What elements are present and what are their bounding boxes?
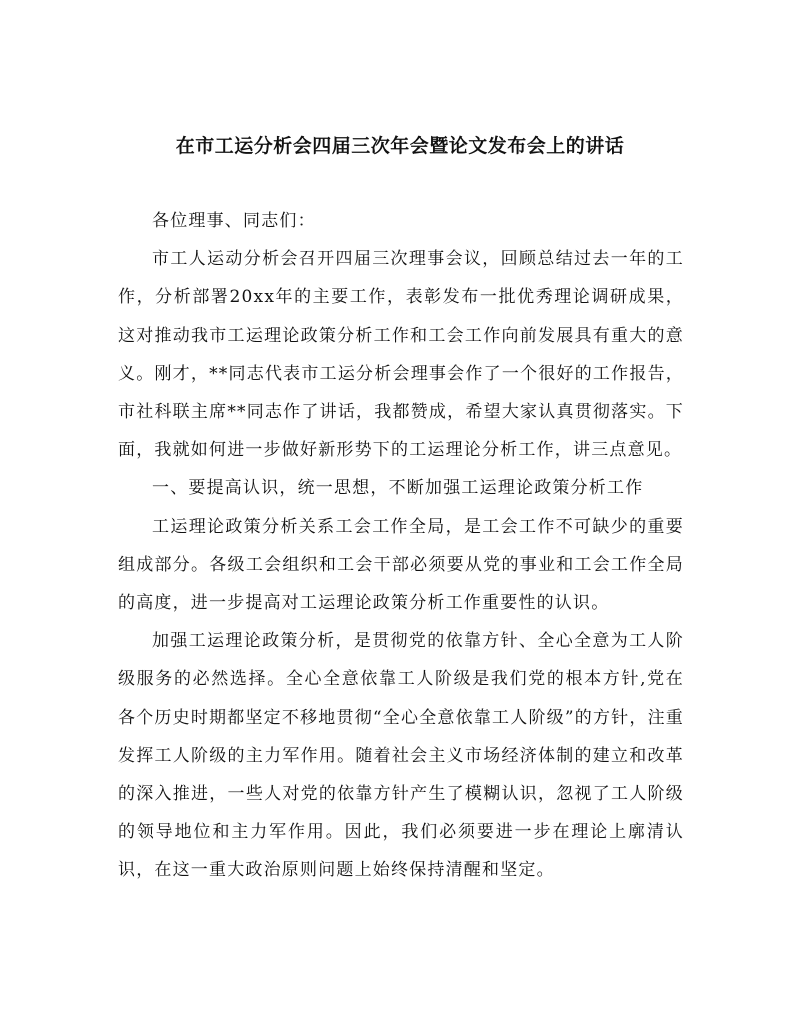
section-heading: 一、要提高认识，统一思想，不断加强工运理论政策分析工作	[152, 478, 644, 499]
salutation-paragraph: 各位理事、同志们：	[152, 211, 316, 231]
body-paragraph: 工运理论政策分析关系工会工作全局，是工会工作不可缺少的重要组成部分。各级工会组织和工会干部必须要从党的事业和工会工作全局的高度，进一步提高对工运理论政策分析工作重要性的认识。	[118, 516, 684, 614]
document-title: 在市工运分析会四届三次年会暨论文发布会上的讲话	[175, 135, 625, 157]
document-body	[118, 202, 684, 890]
body-paragraph: 加强工运理论政策分析，是贯彻党的依靠方针、全心全意为工人阶级服务的必然选择。全心全意依靠工人阶级是我们党的根本方针,党在各个历史时期都坚定不移地贯彻“全心全意依靠工人阶级”的方针，注重发挥工人阶级的主力军作用。随着社会主义市场经济体制的建立和改革的深入推进，一些人对党的依靠方针产生了模糊认识，忽视了工人阶级的领导地位和主力军作用。因此，我们必须要进一步在理论上廓清认识，在这一重大政治原则问题上始终保持清醒和坚定。	[118, 631, 684, 881]
body-paragraph: 市工人运动分析会召开四届三次理事会议，回顾总结过去一年的工作，分析部署20xx年的主要工作，表彰发布一批优秀理论调研成果，这对推动我市工运理论政策分析工作和工会工作向前发展具有重大的意义。刚才，**同志代表市工运分析会理事会作了一个很好的工作报告，市社科联主席**同志作了讲话，我都赞成，希望大家认真贯彻落实。下面，我就如何进一步做好新形势下的工运理论分析工作，讲三点意见。	[118, 249, 684, 461]
